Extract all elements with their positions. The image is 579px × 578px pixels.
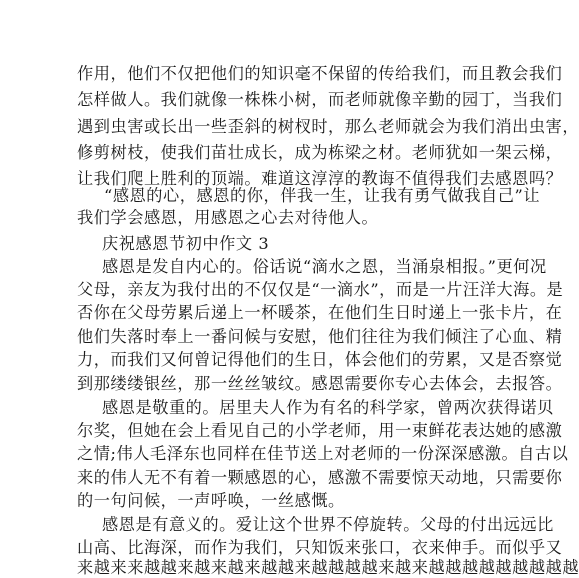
text-line: 让我们爬上胜利的顶端。难道这淳淳的教诲不值得我们去感恩吗？ (77, 169, 563, 188)
text-line: 之情;伟人毛泽东也同样在佳节送上对老师的一份深深感激。自古以 (77, 444, 569, 463)
text-line: 怎样做人。我们就像一株株小树，而老师就像辛勤的园丁，当我们 (77, 90, 563, 109)
text-line: 感恩是敬重的。居里夫人作为有名的科学家，曾两次获得诺贝 (102, 398, 554, 417)
text-line: 到那缕缕银丝，那一丝丝皱纹。感恩需要你专心去体会，去报答。 (77, 374, 563, 393)
text-line: 否你在父母劳累后递上一杯暖茶，在他们生日时递上一张卡片，在 (77, 303, 563, 322)
text-line: 修剪树枝，使我们苗壮成长，成为栋梁之材。老师犹如一架云梯， (77, 143, 563, 162)
text-line: 力，而我们又何曾记得他们的生日，体会他们的劳累，又是否察觉 (77, 350, 563, 369)
text-line: 父母，亲友为我付出的不仅仅是“一滴水”，而是一片汪洋大海。是 (77, 280, 564, 299)
text-line: 遇到虫害或长出一些歪斜的树杈时，那么老师就会为我们消出虫害， (77, 117, 579, 136)
text-line: 尔奖，但她在会上看见自己的小学老师，用一束鲜花表达她的感激 (77, 421, 563, 440)
text-line: 来的伟人无不有着一颗感恩的心，感激不需要惊天动地，只需要你 (77, 468, 563, 487)
text-line: 感恩是有意义的。爱让这个世界不停旋转。父母的付出远远比 (102, 515, 554, 534)
text-line: 的一句问候，一声呼唤，一丝感慨。 (77, 491, 345, 510)
text-line: 他们失落时奉上一番问候与安慰，他们往往为我们倾注了心血、精 (77, 327, 563, 346)
text-line: 感恩是发自内心的。俗话说“滴水之恩，当涌泉相报。”更何况 (102, 257, 547, 276)
section-heading: 庆祝感恩节初中作文 3 (102, 234, 270, 253)
text-line: 作用，他们不仅把他们的知识毫不保留的传给我们，而且教会我们 (77, 64, 563, 83)
text-line: 山高、比海深，而作为我们，只知饭来张口，衣来伸手。而似乎又 (77, 538, 563, 557)
text-line: 来越来来越越来越来越来越越来越越越越来越来越越越越越越越越越 (77, 558, 579, 577)
text-line: 我们学会感恩，用感恩之心去对待他人。 (77, 208, 379, 227)
text-line: “感恩的心，感恩的你，伴我一生，让我有勇气做我自己”让 (104, 186, 541, 205)
